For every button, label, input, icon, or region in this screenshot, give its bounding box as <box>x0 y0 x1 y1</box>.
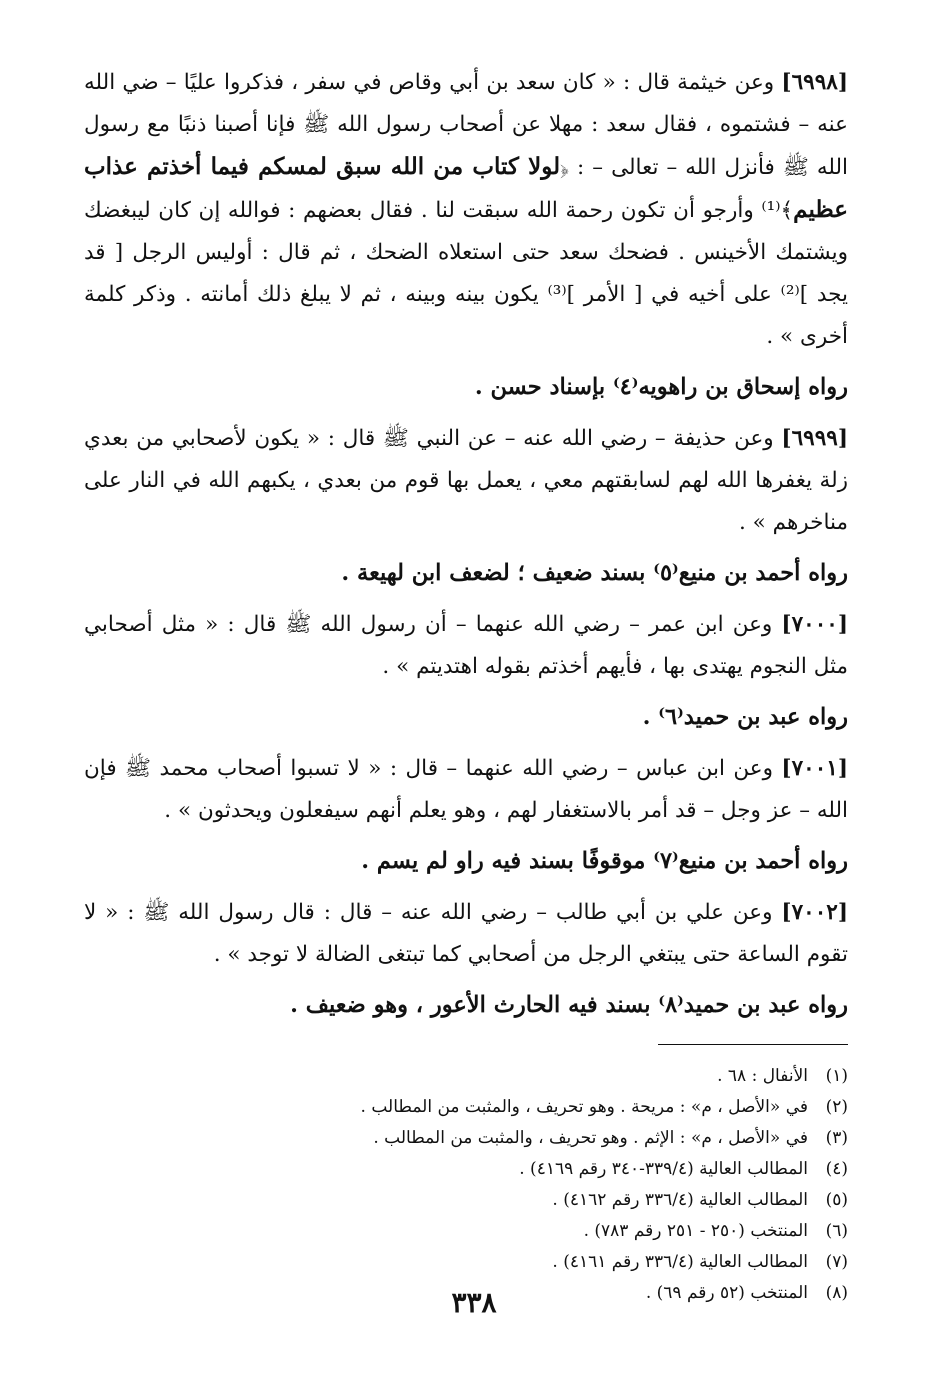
footnote-mark: (١) <box>825 1066 848 1086</box>
hadith-source: رواه عبد بن حميد⁽٨⁾ بسند فيه الحارث الأعور ، وهو ضعيف . <box>290 992 848 1018</box>
hadith-text-continued: ﴾⁽¹⁾ وأرجو أن تكون رحمة الله سبقت لنا . فقال بعضهم : فوالله إن كان ليبغضك ويشتمك الأخينس . فضحك سعد حتى استعلاه الضحك ، ثم قال : أوليس الرجل [ قد يجد ]⁽²⁾ على أخيه في [ الأمر ]⁽³⁾ يكون بينه وبينه ، ثم لا يبلغ ذلك أمانته . وذكر كلمة أخرى » . <box>84 198 848 349</box>
footnote-text: المطالب العالية (٣٣٩/٤-٣٤٠ رقم ٤١٦٩) . <box>519 1159 808 1179</box>
footnote-text: في «الأصل ، م» : مريحة . وهو تحريف ، والمثبت من المطالب . <box>360 1097 808 1117</box>
hadith-source: رواه عبد بن حميد⁽٦⁾ . <box>642 704 848 730</box>
hadith-text: وعن حذيفة – رضي الله عنه – عن النبي ﷺ قال : « يكون لأصحابي من بعدي زلة يغفرها الله لهم لسابقتهم معي ، يعمل بها قوم من بعدي ، يكبهم الله في النار على مناخرهم » . <box>84 426 848 535</box>
hadith-source: رواه أحمد بن منيع⁽٧⁾ موقوفًا بسند فيه راو لم يسم . <box>361 848 848 874</box>
hadith-number: [٧٠٠١] <box>781 756 848 781</box>
footnote-text: المنتخب (٢٥٠ - ٢٥١ رقم ٧٨٣) . <box>583 1221 808 1241</box>
footnote <box>84 1092 848 1123</box>
hadith-text: وعن علي بن أبي طالب – رضي الله عنه – قال : قال رسول الله ﷺ : « لا تقوم الساعة حتى يبتغي الرجل من أصحابي كما تبتغى الضالة لا توجد » . <box>84 900 848 967</box>
footnote-mark: (٣) <box>825 1128 848 1148</box>
footnote <box>84 1185 848 1216</box>
hadith-entry-6998 <box>84 62 848 358</box>
hadith-text: وعن ابن عباس – رضي الله عنهما – قال : « لا تسبوا أصحاب محمد ﷺ فإن الله – عز وجل – قد أمر بالاستغفار لهم ، وهو يعلم أنهم سيفعلون ويحدثون » . <box>84 756 848 823</box>
hadith-number: [٧٠٠٠] <box>781 612 848 637</box>
footnote <box>84 1123 848 1154</box>
hadith-entry-7000 <box>84 604 848 688</box>
hadith-number: [٦٩٩٨] <box>781 70 848 95</box>
footnote-text: المطالب العالية (٣٣٦/٤ رقم ٤١٦٢) . <box>552 1190 808 1210</box>
hadith-entry-7002 <box>84 892 848 976</box>
hadith-text: وعن ابن عمر – رضي الله عنهما – أن رسول الله ﷺ قال : « مثل أصحابي مثل النجوم يهتدى بها ، فأيهم أخذتم بقوله اهتديتم » . <box>84 612 848 679</box>
footnote <box>84 1154 848 1185</box>
hadith-entry-6999 <box>84 418 848 544</box>
footnotes-list <box>84 1061 848 1309</box>
footnote-text: الأنفال : ٦٨ . <box>717 1066 808 1086</box>
footnote-mark: (٢) <box>825 1097 848 1117</box>
hadith-source: رواه أحمد بن منيع⁽٥⁾ بسند ضعيف ؛ لضعف ابن لهيعة . <box>341 560 848 586</box>
page-number: ٣٣٨ <box>451 1286 497 1319</box>
footnote-mark: (٨) <box>825 1283 848 1303</box>
footnote-mark: (٧) <box>825 1252 848 1272</box>
hadith-entry-7001 <box>84 748 848 832</box>
footnote <box>84 1247 848 1278</box>
hadith-text: وعن خيثمة قال : « كان سعد بن أبي وقاص في سفر ، فذكروا عليًا – ضي الله عنه – فشتموه ، فقال سعد : مهلا عن أصحاب رسول الله ﷺ فإنا أصبنا ذنبًا مع رسول الله ﷺ فأنزل الله – تعالى – : ﴿ <box>84 70 848 180</box>
footnote-text: المنتخب (٥٢ رقم ٦٩) . <box>645 1283 808 1303</box>
hadith-number: [٧٠٠٢] <box>781 900 848 925</box>
footnote <box>84 1216 848 1247</box>
footnote-text: المطالب العالية (٣٣٦/٤ رقم ٤١٦١) . <box>552 1252 808 1272</box>
footnote-mark: (٥) <box>825 1190 848 1210</box>
footnote-divider <box>658 1044 848 1045</box>
hadith-number: [٦٩٩٩] <box>781 426 848 451</box>
footnote-mark: (٤) <box>825 1159 848 1179</box>
quran-verse: لولا كتاب من الله سبق لمسكم فيما أخذتم عذاب عظيم <box>84 153 848 223</box>
footnote-text: في «الأصل ، م» : الإثم . وهو تحريف ، والمثبت من المطالب . <box>373 1128 808 1148</box>
footnote <box>84 1061 848 1092</box>
footnote-mark: (٦) <box>825 1221 848 1241</box>
hadith-source: رواه إسحاق بن راهويه⁽٤⁾ بإسناد حسن . <box>474 374 848 400</box>
